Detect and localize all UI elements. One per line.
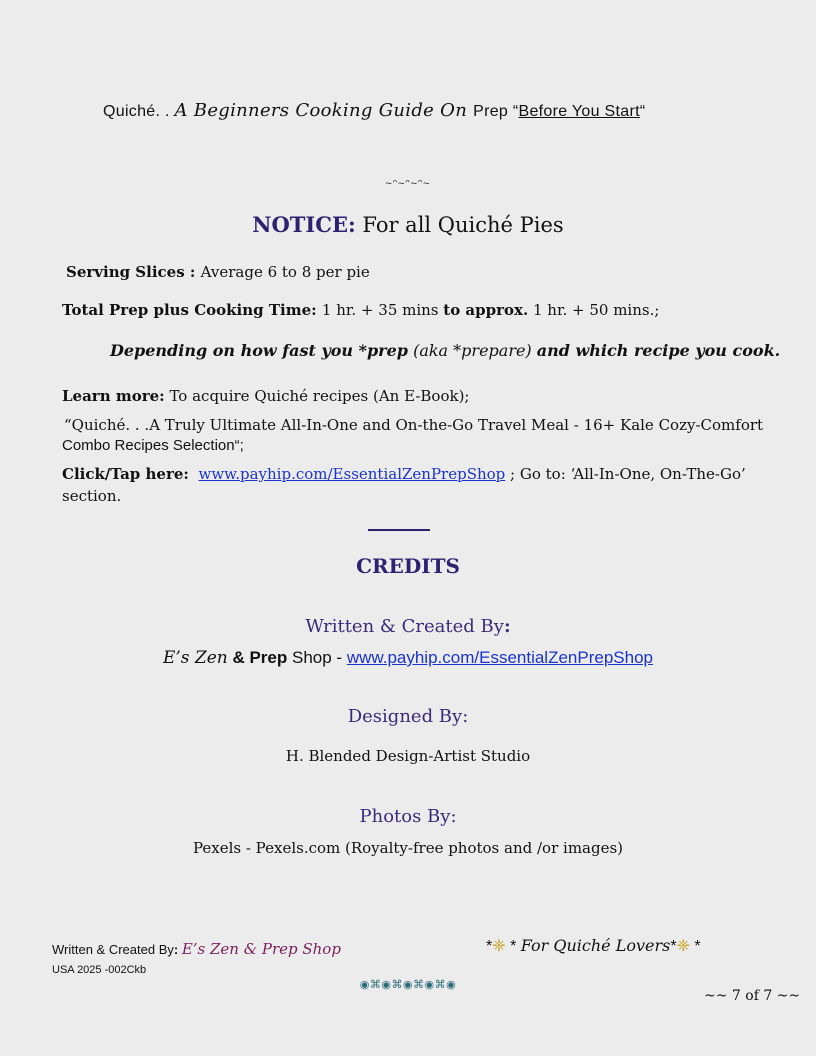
footer-quiche-lovers — [486, 936, 701, 956]
footer-star2: * — [505, 938, 521, 955]
credits-heading: CREDITS — [356, 554, 460, 578]
depending-note — [110, 341, 780, 360]
section-word: section. — [62, 487, 122, 505]
notice-text: For all Quiché Pies — [355, 213, 564, 237]
credits-divider — [368, 529, 430, 531]
total-time-label: Total Prep plus Cooking Time: — [62, 301, 322, 319]
written-by-value — [0, 648, 816, 668]
written-by-label-text: Written & Created By — [305, 616, 504, 637]
ornament-divider-bottom: ◉⌘◉⌘◉⌘◉⌘◉ — [359, 979, 457, 991]
notice-heading — [0, 212, 816, 237]
written-brand: E’s Zen — [162, 648, 228, 668]
written-by-label — [0, 616, 816, 637]
guide-title-part2: A Beginners Cooking Guide On — [174, 100, 474, 121]
credits-shop-link[interactable]: www.payhip.com/EssentialZenPrepShop — [346, 648, 653, 667]
footer-star4: * — [689, 938, 701, 955]
footer-written-label: Written & Created By — [52, 942, 174, 957]
photos-by-value: Pexels - Pexels.com (Royalty-free photos and /or images) — [192, 839, 624, 857]
footer-written-by — [52, 940, 341, 958]
photos-by-label: Photos By: — [359, 806, 457, 827]
page-number: ~~ 7 of 7 ~~ — [704, 988, 801, 1004]
serving-value: Average 6 to 8 per pie — [200, 263, 370, 281]
guide-title — [103, 100, 645, 121]
ebook-title-line1: “Quiché. . .A Truly Ultimate All-In-One and On-the-Go Travel Meal - 16+ Kale Cozy-Comfort — [64, 416, 764, 434]
ornament-divider-top: ~ᵔ~ᵔ~ᵔ~ — [385, 178, 431, 190]
payhip-shop-link[interactable]: www.payhip.com/EssentialZenPrepShop — [198, 465, 506, 483]
depending-part1: Depending on how fast you *prep — [110, 341, 408, 360]
footer-written-colon: : — [173, 942, 182, 957]
guide-title-part1: Quiché. . — [103, 103, 175, 120]
written-by-colon: : — [503, 616, 511, 637]
guide-title-part3: Prep “ — [473, 103, 519, 120]
footer-lovers-text: For Quiché Lovers — [520, 936, 671, 955]
learn-more-label: Learn more: — [62, 387, 165, 405]
flower-icon: ❈ — [676, 938, 690, 955]
serving-label: Serving Slices : — [66, 263, 201, 281]
written-shop: Shop - — [287, 648, 347, 667]
total-time-value1: 1 hr. + 35 mins — [321, 301, 444, 319]
learn-more-value: To acquire Quiché recipes (An E-Book); — [164, 387, 470, 405]
depending-part3: and which recipe you cook. — [536, 341, 781, 360]
designed-by-value: H. Blended Design-Artist Studio — [285, 747, 531, 765]
designed-by-label: Designed By: — [347, 706, 469, 727]
learn-more-line — [62, 387, 469, 405]
serving-slices-line — [66, 263, 370, 281]
total-time-line — [62, 301, 659, 319]
footer-brand: E’s Zen & Prep Shop — [181, 940, 341, 958]
guide-title-part5: “ — [639, 103, 646, 120]
notice-label: NOTICE: — [252, 212, 356, 237]
footer-star1: * — [486, 938, 493, 955]
footer-star3: * — [670, 938, 677, 955]
click-label: Click/Tap here: — [62, 465, 189, 483]
flower-icon: ❈ — [492, 938, 506, 955]
footer-code: USA 2025 -002Ckb — [52, 964, 147, 976]
click-here-line — [62, 465, 746, 483]
total-time-value2: 1 hr. + 50 mins.; — [528, 301, 660, 319]
ebook-title-line2: Combo Recipes Selection“; — [62, 437, 244, 454]
depending-part2: (aka *prepare) — [407, 341, 537, 360]
guide-title-before-you-start: Before You Start — [518, 103, 640, 120]
total-time-to-approx: to approx. — [443, 301, 529, 319]
click-after: ; Go to: ‘All-In-One, On-The-Go’ — [505, 465, 746, 483]
written-amp-prep: & Prep — [227, 648, 288, 667]
